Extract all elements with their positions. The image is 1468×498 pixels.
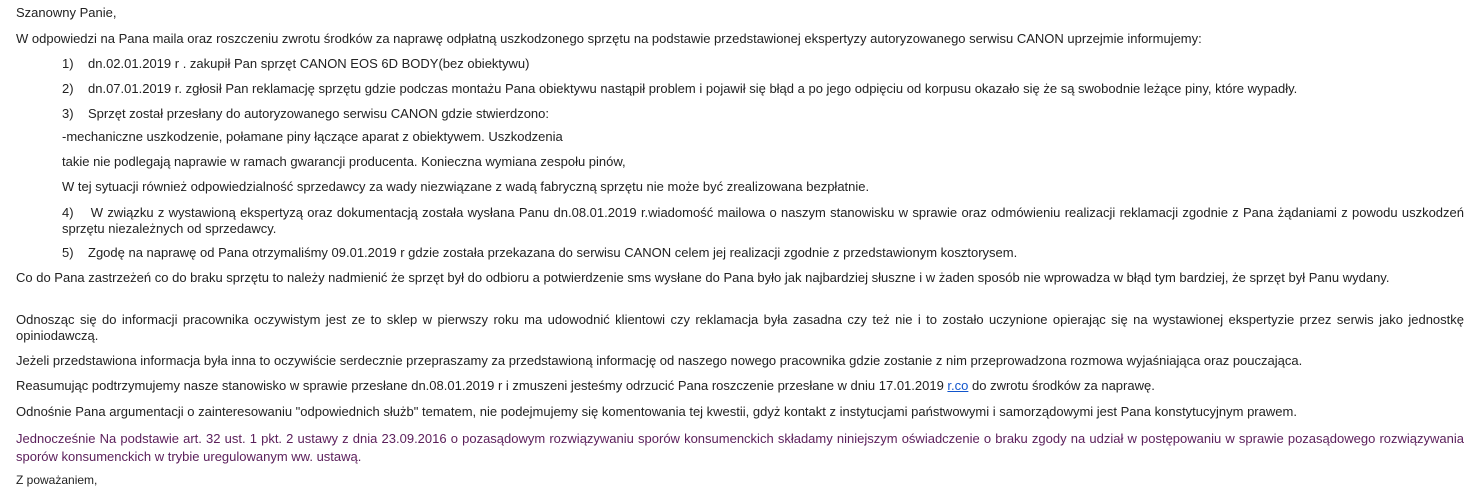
list-item-5 (62, 245, 1017, 261)
list-item-text: Sprzęt został przesłany do autoryzowanego serwisu CANON gdzie stwierdzono: (88, 106, 549, 121)
summary-text-start: Reasumując podtrzymujemy nasze stanowisko w sprawie przesłane dn.08.01.2019 r i zmuszeni jesteśmy odrzucić Pana roszczenie przesłane w dniu 17.01.2019 (16, 378, 948, 393)
list-item-number: 2) (62, 81, 74, 96)
greeting: Szanowny Panie, (16, 5, 117, 20)
list-item-text: dn.07.01.2019 r. zgłosił Pan reklamację sprzętu gdzie podczas montażu Pana obiektywu nastąpił problem i pojawił się błąd a po jego odpięciu od korpusu okazało się że są swobodnie leżące piny, które wypadły. (88, 81, 1298, 96)
list-item-3 (62, 106, 549, 122)
list-item-text: Zgodę na naprawę od Pana otrzymaliśmy 09.01.2019 r gdzie została przekazana do serwisu CANON celem jej realizacji zgodnie z przedstawionym kosztorysem. (88, 245, 1018, 260)
inline-link[interactable]: r.co (947, 378, 969, 393)
service-finding-line-3: W tej sytuacji również odpowiedzialność sprzedawcy za wady niezwiązane z wadą fabryczną sprzętu nie może być zrealizowana bezpłatnie. (62, 179, 870, 194)
paragraph-apology: Jeżeli przedstawiona informacja była inna to oczywiście serdecznie przepraszamy za przedstawioną informację od naszego nowego pracownika gdzie zostanie z nim przeprowadzona rozmowa wyjaśniająca oraz pouczająca. (16, 353, 1303, 368)
paragraph-employee-information: Odnosząc się do informacji pracownika oczywistym jest ze to sklep w pierwszy roku ma udowodnić klientowi czy reklamacja była zasadna czy też nie i to zostało uczynione opierając się na wystawionej ekspertyzie przez serwis jako jednostkę opiniodawczą. (16, 312, 1464, 343)
list-item-number: 3) (62, 106, 74, 121)
service-finding-line-2: takie nie podlegają naprawie w ramach gwarancji producenta. Konieczna wymiana zespołu pinów, (62, 154, 626, 169)
list-item-number: 1) (62, 56, 74, 71)
list-item-4 (62, 205, 1464, 237)
summary-text-end: do zwrotu środków za naprawę. (968, 378, 1155, 393)
statement-no-consent: Jednocześnie Na podstawie art. 32 ust. 1 pkt. 2 ustawy z dnia 23.09.2016 o pozasądowym rozwiązywaniu sporów konsumenckich składamy niniejszym oświadczenie o braku zgody na udział w postępowaniu w sprawie pozasądowego rozwiązywania sporów konsumenckich w trybie uregulowanym ww. ustawą. (16, 431, 1464, 464)
paragraph-authorities: Odnośnie Pana argumentacji o zainteresowaniu "odpowiednich służb" tematem, nie podejmujemy się komentowania tej kwestii, gdyż kontakt z instytucjami państwowymi i samorządowymi jest Pana konstytucyjnym prawem. (16, 404, 1297, 419)
closing: Z poważaniem, (16, 473, 98, 487)
list-item-2 (62, 81, 1297, 97)
list-item-text: dn.02.01.2019 r . zakupił Pan sprzęt CANON EOS 6D BODY(bez obiektywu) (88, 56, 530, 71)
service-finding-line-1: -mechaniczne uszkodzenie, połamane piny łączące aparat z obiektywem. Uszkodzenia (62, 129, 563, 144)
list-item-text: W związku z wystawioną ekspertyzą oraz dokumentacją została wysłana Panu dn.08.01.2019 r.wiadomość mailowa o naszym stanowisku w sprawie oraz odmówieniu realizacji reklamacji zgodnie z Pana żądaniami z powodu uszkodzeń sprzętu niezależnych od sprzedawcy. (62, 205, 1464, 236)
list-item-number: 5) (62, 245, 74, 260)
paragraph-equipment-pickup: Co do Pana zastrzeżeń co do braku sprzętu to należy nadmienić że sprzęt był do odbioru a potwierdzenie sms wysłane do Pana było jak najbardziej słuszne i w żaden sposób nie wprowadza w błąd tym bardziej, że sprzęt był Panu wydany. (16, 270, 1390, 285)
list-item-1 (62, 56, 529, 72)
paragraph-summary (16, 378, 1155, 394)
intro-paragraph: W odpowiedzi na Pana maila oraz roszczeniu zwrotu środków za naprawę odpłatną uszkodzonego sprzętu na podstawie przedstawionej ekspertyzy autoryzowanego serwisu CANON uprzejmie informujemy: (16, 31, 1202, 46)
list-item-number: 4) (62, 205, 74, 220)
